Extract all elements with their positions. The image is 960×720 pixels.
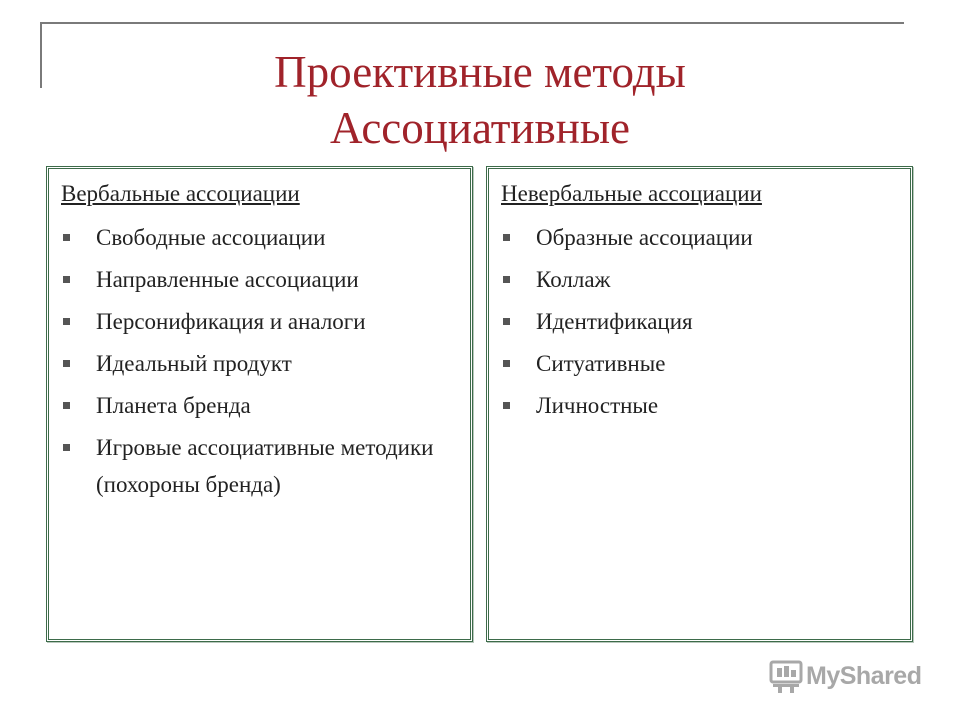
square-bullet-icon [503, 234, 510, 241]
list-item [499, 345, 898, 382]
list-item-text: Свободные ассоциации [96, 225, 326, 250]
list-item-text: Образные ассоциации [536, 225, 753, 250]
square-bullet-icon [63, 360, 70, 367]
square-bullet-icon [63, 402, 70, 409]
list-item-text: Идентификация [536, 309, 693, 334]
list-item-text: Персонификация и аналоги [96, 309, 366, 334]
square-bullet-icon [503, 360, 510, 367]
list-item [59, 387, 458, 424]
top-rule [40, 22, 904, 24]
square-bullet-icon [503, 402, 510, 409]
list-item [499, 219, 898, 256]
list-item-text: Коллаж [536, 267, 611, 292]
watermark-text: MyShared [806, 661, 922, 690]
slide-title-line2: Ассоциативные [329, 103, 631, 153]
list-item-text: Игровые ассоциативные методики (похороны бренда) [96, 435, 434, 497]
list-item [59, 261, 458, 298]
square-bullet-icon [63, 444, 70, 451]
myshared-watermark [768, 658, 921, 694]
list-item-text: Личностные [536, 393, 659, 418]
nonverbal-associations-box [486, 166, 913, 642]
verbal-associations-box [46, 166, 473, 642]
list-item [59, 303, 458, 340]
square-bullet-icon [503, 276, 510, 283]
square-bullet-icon [503, 318, 510, 325]
list-item [59, 429, 458, 503]
list-item [499, 303, 898, 340]
list-item-text: Ситуативные [536, 351, 666, 376]
list-item [59, 219, 458, 256]
list-item [499, 387, 898, 424]
list-item-text: Направленные ассоциации [96, 267, 359, 292]
slide-title-line1: Проективные методы [274, 47, 686, 97]
presentation-board-icon [768, 658, 804, 694]
list-item [59, 345, 458, 382]
square-bullet-icon [63, 318, 70, 325]
nonverbal-associations-list [499, 219, 898, 429]
verbal-associations-heading: Вербальные ассоциации [61, 181, 300, 206]
list-item [499, 261, 898, 298]
square-bullet-icon [63, 234, 70, 241]
verbal-associations-list [59, 219, 458, 508]
slide-title [0, 44, 960, 156]
list-item-text: Планета бренда [96, 393, 251, 418]
list-item-text: Идеальный продукт [96, 351, 292, 376]
nonverbal-associations-heading: Невербальные ассоциации [501, 181, 762, 206]
square-bullet-icon [63, 276, 70, 283]
